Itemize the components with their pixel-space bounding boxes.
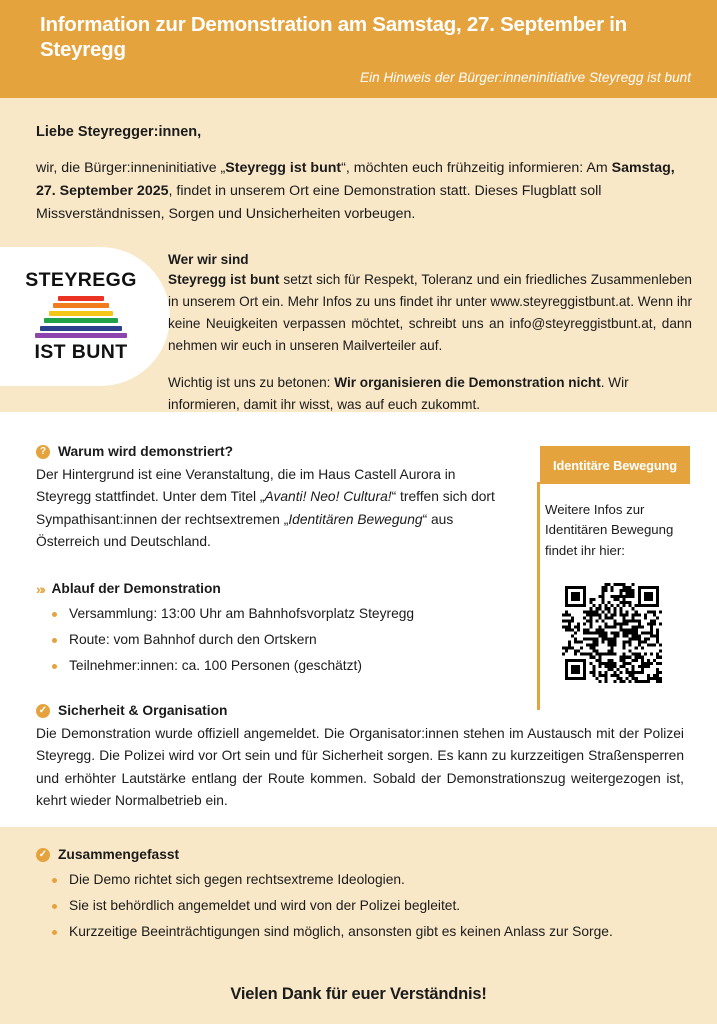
- who-we-are-block: [168, 252, 692, 416]
- question-mark-circle-icon: ?: [36, 445, 50, 459]
- rainbow-stripe: [53, 303, 108, 308]
- logo-line-1: STEYREGG: [25, 268, 137, 291]
- sidebar-description: Weitere Infos zur Identitären Bewegung findet ihr hier:: [545, 502, 674, 558]
- section-summary-heading-row: [36, 847, 684, 862]
- section-why-demonstrate: [36, 444, 514, 553]
- list-item: Teilnehmer:innen: ca. 100 Personen (geschätzt): [36, 653, 514, 679]
- page-header: [0, 0, 717, 98]
- intro-greeting: Liebe Steyregger:innen,: [36, 124, 202, 140]
- section-safety-heading: Sicherheit & Organisation: [58, 703, 228, 718]
- note-bold: Wir organisieren die Demonstration nicht: [334, 375, 601, 391]
- rainbow-stripe: [35, 333, 127, 338]
- section-ablauf-heading: Ablauf der Demonstration: [51, 581, 221, 596]
- logo-line-2: IST BUNT: [34, 341, 128, 363]
- section-safety-heading-row: [36, 703, 684, 718]
- intro-paragraph: [36, 157, 684, 226]
- section-demonstration-schedule: [36, 581, 514, 680]
- list-item: Versammlung: 13:00 Uhr am Bahnhofsvorplatz Steyregg: [36, 601, 514, 627]
- section-safety-body: Die Demonstration wurde offiziell angemeldet. Die Organisator:innen stehen im Austausch mit der Polizei Steyregg. Die Polizei wird vor Ort sein und für Sicherheit sorgen. Es kann zu kurzzeitigen Straßensperren und erhöhter Lautstärke entlang der Route kommen. Sobald der Demonstrationszug weitergezogen ist, kehrt wieder Normalbetrieb ein.: [36, 726, 684, 809]
- section-why-heading: Warum wird demonstriert?: [58, 444, 234, 459]
- who-we-are-bold-lead: Steyregg ist bunt: [168, 272, 280, 287]
- check-circle-icon: ✓: [36, 848, 50, 862]
- rainbow-trapezoid-icon: [35, 296, 127, 338]
- footer-thanks: Vielen Dank für euer Verständnis!: [230, 985, 487, 1003]
- ablauf-list: [36, 601, 514, 680]
- status-badge: Identitäre Bewegung: [540, 446, 690, 484]
- page-subtitle: Ein Hinweis der Bürger:inneninitiative Steyregg ist bunt: [360, 69, 691, 85]
- intro-text-3: , findet in unserem Ort eine Demonstration statt. Dieses Flugblatt soll Missverständnissen, Sorgen und Unsicherheiten vorbeugen.: [36, 183, 602, 223]
- list-item: Kurzzeitige Beeinträchtigungen sind möglich, ansonsten gibt es keinen Anlass zur Sorge.: [36, 919, 684, 945]
- sidebar-identitaere-bewegung: [540, 446, 690, 688]
- intro-bold-orgname: Steyregg ist bunt: [225, 160, 342, 176]
- logo-steyregg-ist-bunt: [0, 247, 170, 386]
- summary-list: [36, 867, 684, 946]
- rainbow-stripe: [58, 296, 104, 301]
- why-text-3: “ aus Österreich und Deutschland.: [36, 511, 454, 550]
- intro-bold-date: Samstag, 27. September 2025: [36, 160, 675, 200]
- list-item: Sie ist behördlich angemeldet und wird von der Polizei begleitet.: [36, 893, 684, 919]
- qr-code-icon[interactable]: [557, 578, 667, 688]
- intro-block: [36, 124, 684, 226]
- who-we-are-heading: Wer wir sind: [168, 252, 249, 267]
- list-item: Route: vom Bahnhof durch den Ortskern: [36, 627, 514, 653]
- why-italic-event-title: Avanti! Neo! Cultura!: [264, 489, 392, 505]
- who-we-are-paragraph: [168, 269, 692, 357]
- note-text-2: . Wir informieren, damit ihr wisst, was auf euch zukommt.: [168, 375, 629, 413]
- rainbow-stripe: [44, 318, 118, 323]
- why-text-1: Der Hintergrund ist eine Veranstaltung, die im Haus Castell Aurora in Steyregg stattfindet. Unter dem Titel „: [36, 467, 456, 505]
- triple-chevron-right-icon: »›: [36, 580, 44, 597]
- section-summary: [36, 847, 684, 946]
- check-circle-icon: ✓: [36, 704, 50, 718]
- why-text-2: “ treffen sich dort Sympathisant:innen der rechtsextremen „: [36, 489, 495, 527]
- rainbow-stripe: [40, 326, 123, 331]
- intro-text-2: “, möchten euch frühzeitig informieren: Am: [341, 160, 612, 176]
- note-text-1: Wichtig ist uns zu betonen:: [168, 375, 335, 391]
- section-summary-heading: Zusammengefasst: [58, 847, 180, 862]
- section-why-heading-row: [36, 444, 514, 459]
- intro-text-1: wir, die Bürger:inneninitiative „: [36, 160, 226, 176]
- who-we-are-note: [168, 372, 692, 416]
- section-safety-organisation: [36, 703, 684, 812]
- list-item: Die Demo richtet sich gegen rechtsextreme Ideologien.: [36, 867, 684, 893]
- why-italic-movement: Identitären Bewegung: [288, 511, 423, 527]
- qr-code-svg: [562, 583, 662, 683]
- section-ablauf-heading-row: [36, 581, 514, 596]
- page-title: Information zur Demonstration am Samstag, 27. September in Steyregg: [40, 13, 627, 61]
- section-why-body: [36, 464, 514, 553]
- who-we-are-text: setzt sich für Respekt, Toleranz und ein friedliches Zusammenleben in unserem Ort ein. Mehr Infos zu uns findet ihr unter www.steyreggistbunt.at. Wenn ihr keine Neuigkeiten verpassen möchtet, schreibt uns an info@steyreggistbunt.at, dann nehmen wir euch in unseren Mailverteiler auf.: [168, 272, 692, 354]
- rainbow-stripe: [49, 311, 113, 316]
